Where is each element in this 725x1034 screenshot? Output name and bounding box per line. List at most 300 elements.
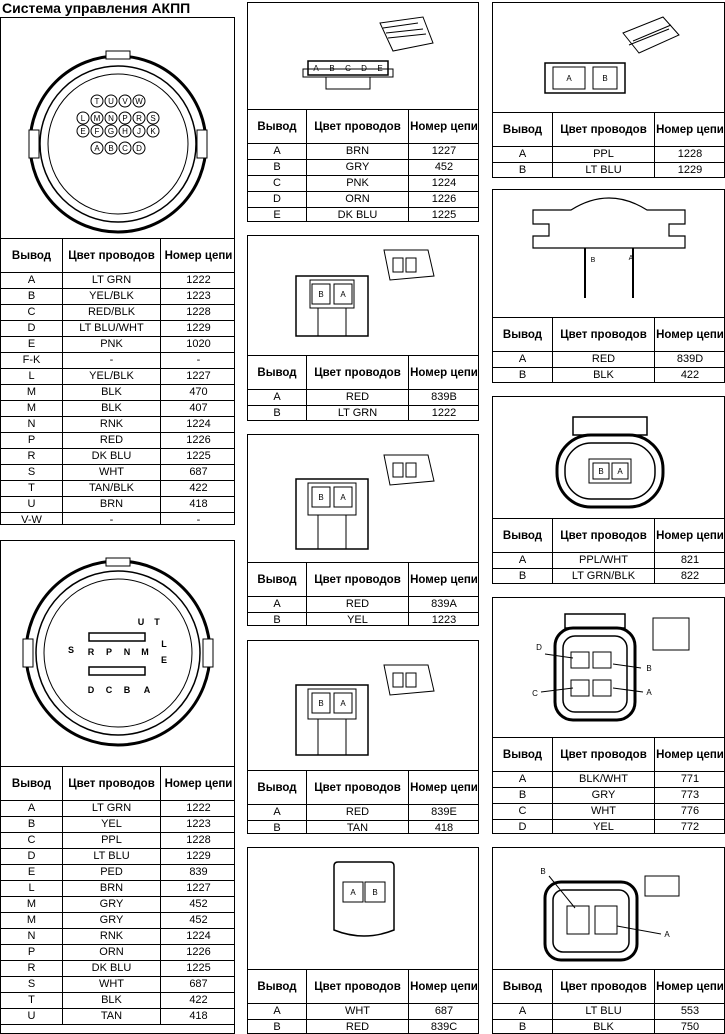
table-row (1, 849, 236, 865)
table-cell: B (493, 163, 553, 179)
table-row (1, 417, 236, 433)
table-cell: D (1, 849, 63, 865)
table-cell: 839A (409, 597, 480, 613)
pin (119, 125, 131, 137)
table-cell: RED (307, 597, 409, 613)
table-cell: U (1, 497, 63, 513)
header-pin: Вывод (1, 239, 63, 273)
header-color: Цвет проводов (63, 767, 161, 801)
table-cell: GRY (307, 160, 409, 176)
table-cell: C (1, 305, 63, 321)
connector-panel-1 (0, 17, 235, 525)
pin-label: A (646, 688, 652, 697)
table-cell: B (493, 569, 553, 585)
pin-labels (598, 467, 623, 476)
svg-text:E: E (80, 127, 86, 136)
pin (133, 95, 145, 107)
pin-label: E (377, 64, 383, 73)
table-cell: LT BLU/WHT (63, 321, 161, 337)
svg-text:P: P (122, 114, 128, 123)
header-pin: Вывод (493, 113, 553, 147)
svg-text:G: G (107, 127, 115, 136)
pin-label: B (602, 74, 608, 83)
svg-text:T: T (94, 97, 100, 106)
table-cell: ORN (307, 192, 409, 208)
connector-panel-11 (492, 597, 725, 834)
table-row (248, 597, 480, 613)
table-cell: 773 (655, 788, 725, 804)
header-color: Цвет проводов (307, 970, 409, 1004)
table-cell: F-K (1, 353, 63, 369)
header-pin: Вывод (1, 767, 63, 801)
table-cell: A (248, 390, 307, 406)
svg-text:J: J (137, 127, 141, 136)
pin (133, 125, 145, 137)
table-cell: B (1, 289, 63, 305)
pin-labels (566, 74, 607, 83)
connector-panel-7 (247, 847, 479, 1034)
table-cell: R (1, 961, 63, 977)
table-row (1, 961, 236, 977)
pin-label: B (598, 467, 604, 476)
round-connector-20pin-diagram (1, 18, 235, 238)
table-cell: B (493, 368, 553, 384)
pin-label: D (536, 643, 542, 652)
table-cell: C (493, 804, 553, 820)
pin (91, 95, 103, 107)
table-cell: E (1, 865, 63, 881)
table-cell: 776 (655, 804, 725, 820)
svg-text:C: C (122, 144, 128, 153)
pinout-table (492, 112, 725, 178)
pin-label: C (105, 685, 113, 695)
table-row (1, 897, 236, 913)
table-cell: E (1, 337, 63, 353)
pinout-table (0, 238, 235, 525)
header-circuit: Номер цепи (655, 738, 725, 772)
table-cell: 822 (655, 569, 725, 585)
header-circuit: Номер цепи (655, 519, 725, 553)
connector-panel-9 (492, 189, 725, 383)
pinout-table (492, 518, 725, 584)
connector-panel-4 (247, 235, 479, 421)
table-cell: B (248, 1020, 307, 1034)
table-cell: YEL (63, 817, 161, 833)
header-pin: Вывод (493, 318, 553, 352)
header-circuit: Номер цепи (409, 563, 480, 597)
pin-label: B (540, 867, 546, 876)
table-cell: LT BLU (553, 163, 655, 179)
connector-panel-8 (492, 2, 725, 178)
pin-label: B (318, 493, 324, 502)
table-cell: B (248, 821, 307, 835)
table-cell: 1224 (161, 929, 236, 945)
table-cell: E (248, 208, 307, 223)
table-row (1, 801, 236, 817)
table-cell: 1229 (161, 849, 236, 865)
table-cell: T (1, 993, 63, 1009)
two-pin-connector-diagram (248, 236, 479, 356)
table-cell: B (248, 613, 307, 627)
header-circuit: Номер цепи (161, 767, 236, 801)
table-row (248, 1020, 480, 1034)
table-cell: 1225 (409, 208, 480, 223)
table-cell: 839D (655, 352, 725, 368)
pin-label: T (154, 617, 160, 627)
table-cell: D (248, 192, 307, 208)
table-row (493, 569, 725, 585)
table-row (1, 465, 236, 481)
pin-label: B (123, 685, 131, 695)
table-row (1, 993, 236, 1009)
pin-label: A (628, 255, 634, 262)
pin (91, 112, 103, 124)
pin-label: A (566, 74, 572, 83)
table-cell: A (248, 597, 307, 613)
table-cell: A (248, 144, 307, 160)
header-color: Цвет проводов (553, 519, 655, 553)
table-cell: - (161, 513, 236, 526)
table-row (1, 977, 236, 993)
pin-label: D (87, 685, 95, 695)
header-pin: Вывод (248, 970, 307, 1004)
pinout-table (247, 969, 479, 1034)
svg-text:H: H (122, 127, 128, 136)
table-row (493, 788, 725, 804)
table-cell: A (493, 147, 553, 163)
round-connector-13pin-diagram (1, 541, 235, 766)
table-cell: RED (63, 433, 161, 449)
table-cell: A (248, 1004, 307, 1020)
table-row (1, 833, 236, 849)
table-row (1, 273, 236, 289)
table-cell: TAN/BLK (63, 481, 161, 497)
table-row (248, 208, 480, 223)
table-cell: U (1, 1009, 63, 1025)
table-cell: - (161, 353, 236, 369)
table-row (493, 820, 725, 835)
pin (77, 112, 89, 124)
table-cell: N (1, 417, 63, 433)
table-row (1, 929, 236, 945)
header-pin: Вывод (493, 738, 553, 772)
pinout-table (247, 770, 479, 834)
header-pin: Вывод (248, 563, 307, 597)
table-cell: A (248, 805, 307, 821)
table-cell: LT GRN (63, 801, 161, 817)
table-cell: PED (63, 865, 161, 881)
pinout-table (247, 355, 479, 421)
table-row (1, 369, 236, 385)
table-cell: BRN (63, 881, 161, 897)
table-cell: RNK (63, 929, 161, 945)
page-title: Система управления АКПП (2, 0, 191, 16)
table-cell: 452 (161, 897, 236, 913)
table-cell: A (1, 801, 63, 817)
table-row (248, 192, 480, 208)
table-cell: M (1, 913, 63, 929)
table-cell: B (1, 817, 63, 833)
table-cell: RED/BLK (63, 305, 161, 321)
pinout-table (492, 969, 725, 1034)
pin-label: A (340, 493, 346, 502)
pin-label: A (143, 685, 151, 695)
header-circuit: Номер цепи (409, 771, 480, 805)
table-cell: 422 (161, 481, 236, 497)
table-cell: 1228 (655, 147, 725, 163)
table-cell: BRN (63, 497, 161, 513)
table-cell: C (248, 176, 307, 192)
table-row (248, 805, 480, 821)
pin (119, 95, 131, 107)
table-row (1, 433, 236, 449)
connector-panel-6 (247, 640, 479, 834)
table-cell: BLK (63, 385, 161, 401)
table-cell: V-W (1, 513, 63, 526)
pin-label: L (161, 639, 167, 649)
header-circuit: Номер цепи (655, 970, 725, 1004)
table-cell: 407 (161, 401, 236, 417)
table-cell: L (1, 881, 63, 897)
table-cell: S (1, 977, 63, 993)
table-cell: GRY (63, 897, 161, 913)
header-circuit: Номер цепи (161, 239, 236, 273)
svg-text:U: U (108, 97, 114, 106)
table-cell: B (248, 160, 307, 176)
table-cell: PPL (553, 147, 655, 163)
table-row (493, 1004, 725, 1020)
header-circuit: Номер цепи (655, 113, 725, 147)
table-cell: TAN (63, 1009, 161, 1025)
table-cell: B (248, 406, 307, 422)
pin-labels (318, 699, 346, 708)
pin-label: P (105, 647, 113, 657)
pin (105, 142, 117, 154)
header-color: Цвет проводов (307, 771, 409, 805)
table-cell: 418 (161, 497, 236, 513)
table-cell: LT BLU (553, 1004, 655, 1020)
header-circuit: Номер цепи (409, 970, 480, 1004)
pinout-table (492, 737, 725, 834)
svg-text:B: B (108, 144, 114, 153)
table-cell: LT GRN/BLK (553, 569, 655, 585)
pin-labels (68, 617, 167, 695)
table-row (493, 804, 725, 820)
table-cell: 418 (161, 1009, 236, 1025)
svg-text:K: K (150, 127, 156, 136)
two-pin-connector-diagram (248, 848, 479, 970)
svg-text:D: D (136, 144, 142, 153)
table-cell: LT BLU (63, 849, 161, 865)
table-cell: R (1, 449, 63, 465)
table-cell: 771 (655, 772, 725, 788)
pin (147, 112, 159, 124)
table-cell: 687 (161, 977, 236, 993)
table-cell: N (1, 929, 63, 945)
table-row (1, 865, 236, 881)
table-row (248, 160, 480, 176)
table-cell: LT GRN (63, 273, 161, 289)
table-cell: B (493, 788, 553, 804)
table-row (1, 385, 236, 401)
table-row (1, 289, 236, 305)
pin-labels (591, 255, 634, 264)
table-cell: T (1, 481, 63, 497)
flat-two-pin-sensor-diagram (493, 190, 725, 318)
four-pin-connector-diagram (493, 598, 725, 738)
pin (91, 125, 103, 137)
pin (77, 125, 89, 137)
table-cell: 1226 (409, 192, 480, 208)
table-cell: 452 (161, 913, 236, 929)
pin-label: A (617, 467, 623, 476)
pin-label: B (318, 290, 324, 299)
pin-label: U (137, 617, 145, 627)
connector-panel-10 (492, 396, 725, 584)
pinout-table (492, 317, 725, 383)
header-color: Цвет проводов (307, 356, 409, 390)
pin (119, 142, 131, 154)
table-cell: 772 (655, 820, 725, 835)
table-row (1, 913, 236, 929)
table-cell: 1224 (161, 417, 236, 433)
pin-label: A (664, 930, 670, 939)
table-cell: WHT (307, 1004, 409, 1020)
five-pin-connector-diagram (248, 3, 479, 110)
table-cell: BLK (63, 401, 161, 417)
table-cell: DK BLU (63, 449, 161, 465)
oval-two-pin-connector-diagram (493, 397, 725, 519)
table-cell: 1222 (161, 273, 236, 289)
table-cell: 1226 (161, 433, 236, 449)
table-cell: DK BLU (307, 208, 409, 223)
pin-label: B (329, 64, 335, 73)
table-cell: 1224 (409, 176, 480, 192)
table-row (1, 353, 236, 369)
table-cell: 418 (409, 821, 480, 835)
table-cell: 1223 (161, 817, 236, 833)
table-cell: BLK (63, 993, 161, 1009)
table-cell: 1223 (161, 289, 236, 305)
header-pin: Вывод (248, 356, 307, 390)
svg-text:R: R (136, 114, 142, 123)
pin (105, 95, 117, 107)
table-cell: 1227 (409, 144, 480, 160)
table-row (1, 1009, 236, 1025)
table-cell: 750 (655, 1020, 725, 1034)
table-row (493, 772, 725, 788)
table-cell: 1225 (161, 449, 236, 465)
svg-text:V: V (122, 97, 128, 106)
table-cell: 470 (161, 385, 236, 401)
table-cell: - (63, 513, 161, 526)
pin-label: M (141, 647, 149, 657)
table-cell: 1020 (161, 337, 236, 353)
pin-grid (77, 95, 159, 154)
header-circuit: Номер цепи (655, 318, 725, 352)
pinout-table (0, 766, 235, 1025)
table-row (248, 1004, 480, 1020)
header-pin: Вывод (248, 110, 307, 144)
table-cell: 422 (161, 993, 236, 1009)
table-cell: 422 (655, 368, 725, 384)
pin-label: N (123, 647, 131, 657)
table-cell: PPL/WHT (553, 553, 655, 569)
pin (119, 112, 131, 124)
two-pin-connector-diagram (493, 848, 725, 970)
table-row (248, 144, 480, 160)
table-cell: 553 (655, 1004, 725, 1020)
table-cell: D (493, 820, 553, 835)
table-cell: PNK (63, 337, 161, 353)
table-row (493, 1020, 725, 1034)
table-row (1, 481, 236, 497)
table-cell: A (493, 553, 553, 569)
pin-label: B (646, 664, 652, 673)
table-row (1, 817, 236, 833)
pinout-table (247, 109, 479, 222)
table-cell: 452 (409, 160, 480, 176)
table-cell: C (1, 833, 63, 849)
table-cell: DK BLU (63, 961, 161, 977)
pin-label: C (532, 689, 538, 698)
table-cell: 1228 (161, 833, 236, 849)
pin-label: R (87, 647, 95, 657)
table-cell: 1227 (161, 369, 236, 385)
header-color: Цвет проводов (553, 318, 655, 352)
header-color: Цвет проводов (63, 239, 161, 273)
pin (105, 125, 117, 137)
header-color: Цвет проводов (553, 970, 655, 1004)
pin-label: S (67, 645, 75, 655)
table-cell: YEL/BLK (63, 289, 161, 305)
table-cell: BLK (553, 368, 655, 384)
table-row (1, 321, 236, 337)
two-pin-connector-diagram (248, 435, 479, 563)
table-row (493, 553, 725, 569)
header-color: Цвет проводов (553, 738, 655, 772)
svg-text:W: W (135, 97, 143, 106)
table-cell: 1229 (161, 321, 236, 337)
table-cell: M (1, 897, 63, 913)
table-row (248, 821, 480, 835)
table-cell: ORN (63, 945, 161, 961)
pin-label: A (350, 888, 356, 897)
table-row (1, 305, 236, 321)
table-cell: 1225 (161, 961, 236, 977)
pin-labels (318, 493, 346, 502)
table-cell: S (1, 465, 63, 481)
table-row (248, 390, 480, 406)
pin-label: C (345, 64, 351, 73)
table-cell: 1223 (409, 613, 480, 627)
pin-label: A (313, 64, 319, 73)
table-cell: PPL (63, 833, 161, 849)
pin-label: E (160, 655, 168, 665)
table-cell: A (493, 772, 553, 788)
table-cell: WHT (553, 804, 655, 820)
table-cell: M (1, 385, 63, 401)
pin-label: A (340, 290, 346, 299)
pin (147, 125, 159, 137)
table-cell: TAN (307, 821, 409, 835)
pin-label: B (372, 888, 378, 897)
table-row (1, 449, 236, 465)
table-cell: RED (553, 352, 655, 368)
pinout-table (247, 562, 479, 626)
connector-panel-12 (492, 847, 725, 1034)
table-cell: 839B (409, 390, 480, 406)
